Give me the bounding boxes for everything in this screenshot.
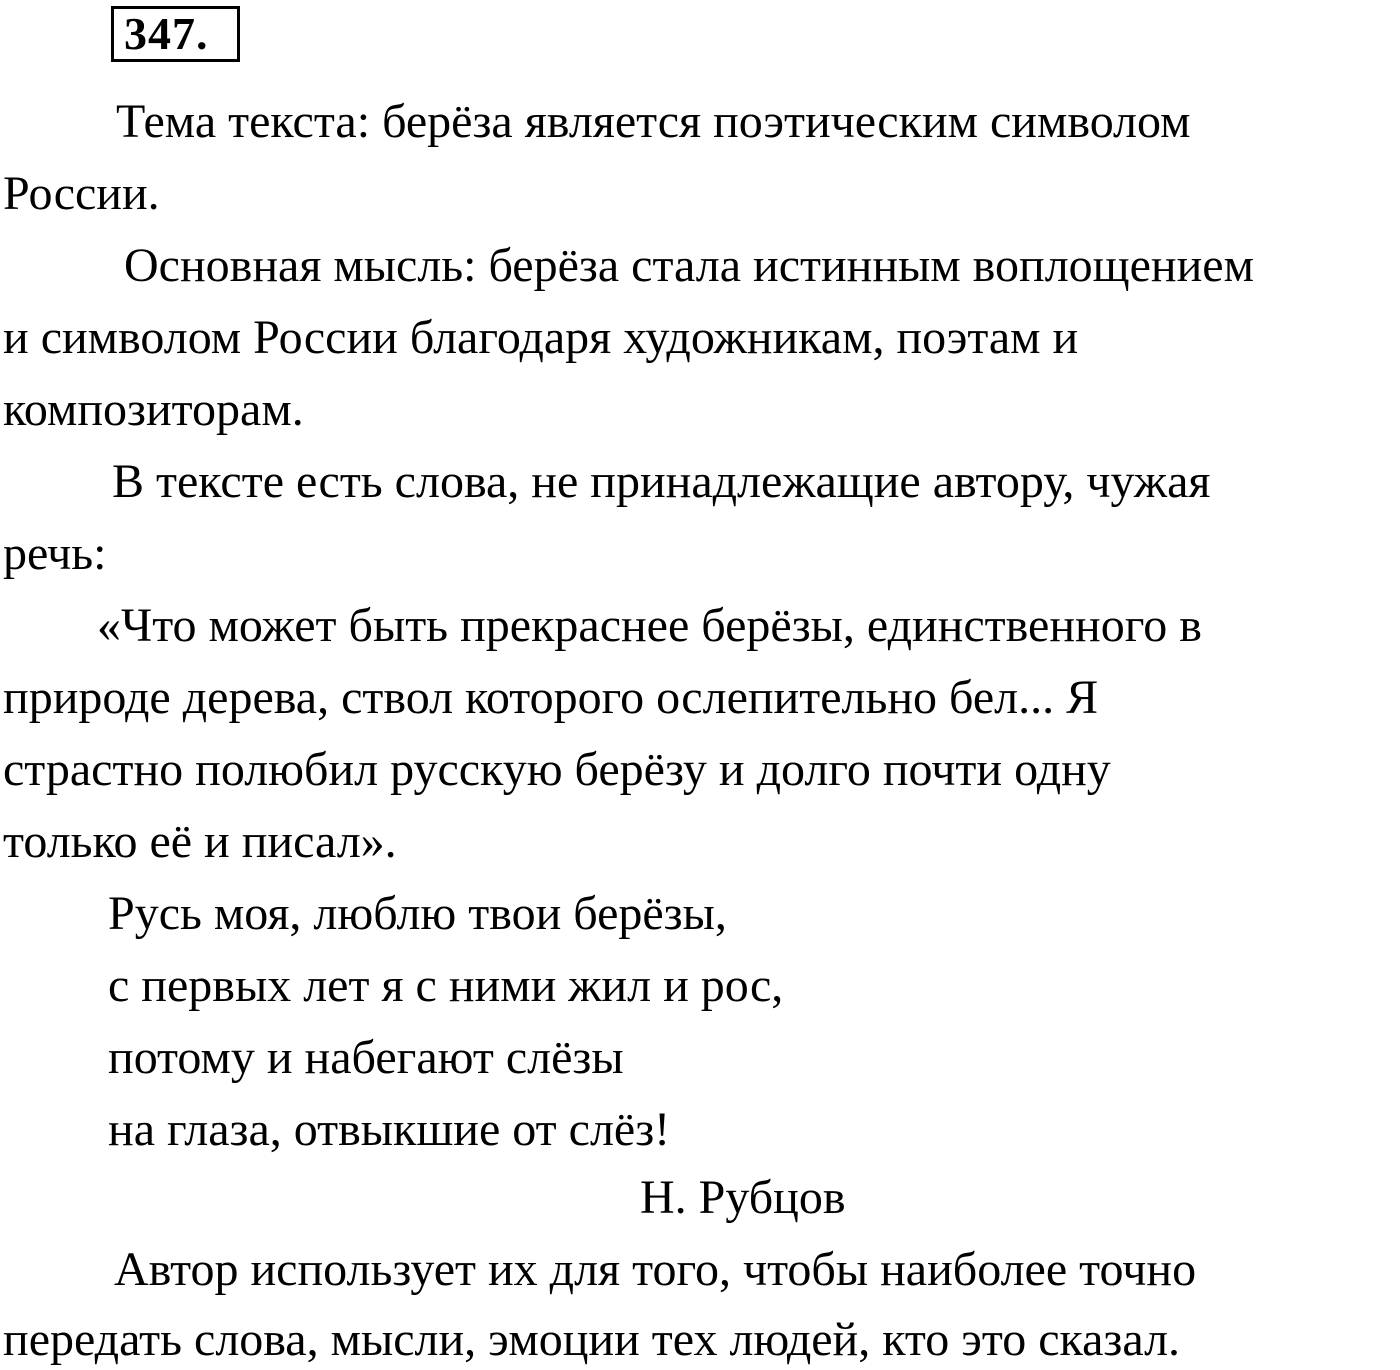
text-line: В тексте есть слова, не принадлежащие автору, чужая <box>112 455 1211 508</box>
quote-line: природе дерева, ствол которого ослепительно бел... Я <box>3 671 1099 724</box>
text-line: композиторам. <box>3 383 304 436</box>
poem-line: с первых лет я с ними жил и рос, <box>108 959 784 1012</box>
text-line: России. <box>3 167 160 220</box>
poem-line: Русь моя, люблю твои берёзы, <box>108 887 727 940</box>
text-line: Автор использует их для того, чтобы наиболее точно <box>114 1243 1197 1296</box>
text-line: передать слова, мысли, эмоции тех людей, кто это сказал. <box>3 1313 1181 1366</box>
text-line: Основная мысль: берёза стала истинным воплощением <box>124 239 1254 292</box>
quote-line: страстно полюбил русскую берёзу и долго почти одну <box>3 743 1111 796</box>
text-line: речь: <box>3 527 107 580</box>
quote-line: «Что может быть прекраснее берёзы, единственного в <box>97 599 1202 652</box>
poem-line: потому и набегают слёзы <box>108 1031 624 1084</box>
text-line: и символом России благодаря художникам, поэтам и <box>3 311 1079 364</box>
text-line: Тема текста: берёза является поэтическим символом <box>116 95 1191 148</box>
poem-author: Н. Рубцов <box>640 1171 846 1224</box>
quote-line: только её и писал». <box>3 815 397 868</box>
exercise-number: 347. <box>111 6 240 62</box>
poem-line: на глаза, отвыкшие от слёз! <box>108 1103 671 1156</box>
